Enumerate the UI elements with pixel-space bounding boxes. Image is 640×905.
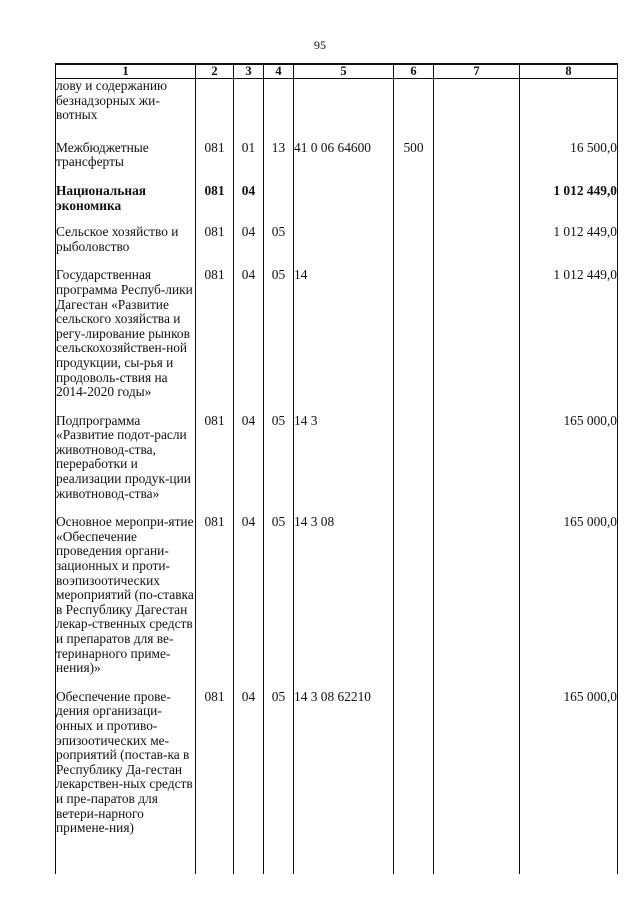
cell-target-article: 14 3 08 xyxy=(294,515,394,690)
cell-target-article xyxy=(294,184,394,225)
cell-name: Сельское хозяйство и рыболовство xyxy=(56,225,196,268)
cell-column-7 xyxy=(434,414,520,516)
cell-ministry-code: 081 xyxy=(196,414,234,516)
cell-name: Обеспечение прове-дения организаци-онных и противо-эпизоотических ме-роприятий (постав-ка в Республику Да-гестан лекарствен-ных средств и пре-паратов для ветери-нарного примене-ния) xyxy=(56,690,196,856)
cell-section: 04 xyxy=(234,225,264,268)
cell-expense-type xyxy=(394,690,434,856)
table-filler-row xyxy=(56,856,618,874)
cell-amount: 16 500,0 xyxy=(520,141,618,184)
cell-amount: 165 000,0 xyxy=(520,690,618,856)
cell-section: 04 xyxy=(234,184,264,225)
table-row xyxy=(56,141,618,184)
cell-expense-type: 500 xyxy=(394,141,434,184)
budget-table xyxy=(55,63,618,874)
filler-cell xyxy=(196,856,234,874)
cell-section: 04 xyxy=(234,515,264,690)
cell-name: Основное меропри-ятие «Обеспечение проведения органи-зационных и проти-воэпизоотических мероприятий (по-ставка в Республику Дагестан лекар-ственных средств и препаратов для ве-теринарного приме-нения)» xyxy=(56,515,196,690)
filler-cell xyxy=(520,856,618,874)
column-header-8: 8 xyxy=(520,64,618,79)
filler-cell xyxy=(56,856,196,874)
cell-expense-type xyxy=(394,225,434,268)
cell-amount: 165 000,0 xyxy=(520,515,618,690)
header-row xyxy=(56,64,618,79)
page-number: 95 xyxy=(314,38,326,52)
cell-column-7 xyxy=(434,690,520,856)
cell-name: лову и содержанию безнадзорных жи-вотных xyxy=(56,79,196,141)
column-header-4: 4 xyxy=(264,64,294,79)
cell-column-7 xyxy=(434,515,520,690)
cell-section: 01 xyxy=(234,141,264,184)
cell-amount: 1 012 449,0 xyxy=(520,268,618,413)
table-row xyxy=(56,225,618,268)
table-row xyxy=(56,515,618,690)
cell-ministry-code: 081 xyxy=(196,141,234,184)
cell-expense-type xyxy=(394,79,434,141)
cell-ministry-code xyxy=(196,79,234,141)
cell-section xyxy=(234,79,264,141)
cell-subsection: 05 xyxy=(264,225,294,268)
cell-expense-type xyxy=(394,414,434,516)
cell-name: Государственная программа Респуб-лики Дагестан «Развитие сельского хозяйства и регу-лирование рынков сельскохозяйствен-ной продукции, сы-рья и продоволь-ствия на 2014-2020 годы» xyxy=(56,268,196,413)
cell-section: 04 xyxy=(234,414,264,516)
filler-cell xyxy=(394,856,434,874)
cell-subsection xyxy=(264,184,294,225)
cell-expense-type xyxy=(394,184,434,225)
cell-amount: 1 012 449,0 xyxy=(520,225,618,268)
cell-target-article: 14 3 08 62210 xyxy=(294,690,394,856)
cell-subsection: 05 xyxy=(264,515,294,690)
cell-column-7 xyxy=(434,268,520,413)
table-row xyxy=(56,79,618,141)
cell-subsection: 05 xyxy=(264,690,294,856)
cell-target-article xyxy=(294,79,394,141)
cell-ministry-code: 081 xyxy=(196,690,234,856)
filler-cell xyxy=(264,856,294,874)
cell-amount xyxy=(520,79,618,141)
cell-target-article xyxy=(294,225,394,268)
table-body xyxy=(56,79,618,874)
cell-ministry-code: 081 xyxy=(196,268,234,413)
cell-ministry-code: 081 xyxy=(196,225,234,268)
column-header-6: 6 xyxy=(394,64,434,79)
cell-column-7 xyxy=(434,184,520,225)
filler-cell xyxy=(434,856,520,874)
cell-target-article: 14 3 xyxy=(294,414,394,516)
table-row xyxy=(56,690,618,856)
cell-section: 04 xyxy=(234,690,264,856)
table-row xyxy=(56,184,618,225)
cell-name: Национальная экономика xyxy=(56,184,196,225)
cell-column-7 xyxy=(434,79,520,141)
cell-expense-type xyxy=(394,515,434,690)
cell-ministry-code: 081 xyxy=(196,515,234,690)
cell-column-7 xyxy=(434,141,520,184)
cell-subsection xyxy=(264,79,294,141)
table-row xyxy=(56,268,618,413)
column-header-2: 2 xyxy=(196,64,234,79)
filler-cell xyxy=(234,856,264,874)
cell-target-article: 14 xyxy=(294,268,394,413)
cell-name: Подпрограмма «Развитие подот-расли животновод-ства, переработки и реализации продук-ции животновод-ства» xyxy=(56,414,196,516)
column-header-1: 1 xyxy=(56,64,196,79)
cell-expense-type xyxy=(394,268,434,413)
cell-column-7 xyxy=(434,225,520,268)
cell-name: Межбюджетные трансферты xyxy=(56,141,196,184)
column-header-3: 3 xyxy=(234,64,264,79)
filler-cell xyxy=(294,856,394,874)
cell-target-article: 41 0 06 64600 xyxy=(294,141,394,184)
table-row xyxy=(56,414,618,516)
column-header-7: 7 xyxy=(434,64,520,79)
cell-subsection: 13 xyxy=(264,141,294,184)
cell-amount: 165 000,0 xyxy=(520,414,618,516)
cell-amount: 1 012 449,0 xyxy=(520,184,618,225)
column-header-5: 5 xyxy=(294,64,394,79)
cell-subsection: 05 xyxy=(264,414,294,516)
cell-subsection: 05 xyxy=(264,268,294,413)
cell-ministry-code: 081 xyxy=(196,184,234,225)
cell-section: 04 xyxy=(234,268,264,413)
